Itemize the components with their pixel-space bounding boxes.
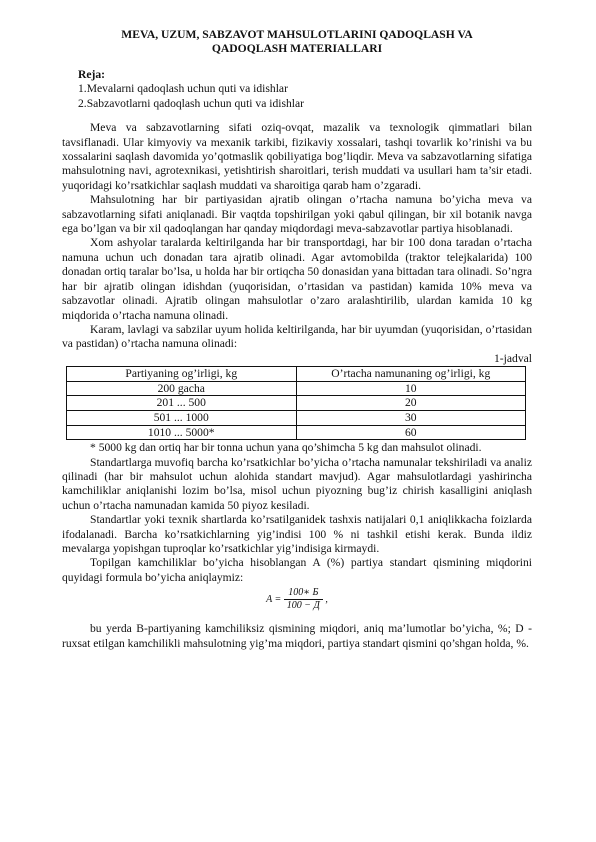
title-line-2: QADOQLASH MATERIALLARI xyxy=(211,42,383,55)
body-paragraph: Karam, lavlagi va sabzilar uyum holida keltirilganda, har bir uyumdan (yuqorisidan, o’rtasidan va pastidan) o’rtacha namuna olinadi: xyxy=(62,322,532,351)
table-row xyxy=(67,381,526,396)
table-row xyxy=(67,410,526,425)
sample-weight-table xyxy=(66,366,526,440)
plan-item: 1.Mevalarni qadoqlash uchun quti va idishlar xyxy=(78,82,288,96)
plan-section xyxy=(78,68,532,111)
table-cell: 200 gacha xyxy=(67,381,297,396)
table-cell: 1010 ... 5000* xyxy=(67,425,297,440)
table-cell: 501 ... 1000 xyxy=(67,410,297,425)
table-cell: 20 xyxy=(296,396,526,411)
table-cell: 60 xyxy=(296,425,526,440)
table-header-cell: O’rtacha namunaning og’irligi, kg xyxy=(296,367,526,382)
table-header-row xyxy=(67,367,526,382)
table-label: 1-jadval xyxy=(494,351,532,365)
body-paragraph: Xom ashyolar taralarda keltirilganda har bir transportdagi, har bir 100 dona taradan o’rtacha namuna uchun uch donadan tara ajratib olinadi. Agar avtomobilda (traktor telejkalarida) 100 donadan ortiq taralar bo’lsa, u holda har bir ortiqcha 50 donasidan yana bittadan tara olinadi. So’ngra har bir ajratib olingan idishdan (yuqorisidan, o’rtasidan va pastidan) kamida 10% meva va sabzavotlar olinadi. Ajratib olingan mahsulotlar o’zaro aralashtirilib, ulardan kamida 10 kg miqdorida o’rtacha namuna olinadi. xyxy=(62,236,532,322)
formula xyxy=(62,587,532,619)
plan-item: 2.Sabzavotlarni qadoqlash uchun quti va idishlar xyxy=(78,96,305,110)
formula-lhs: A = xyxy=(266,594,282,606)
body-paragraph: bu yerda B-partiyaning kamchiliksiz qismining miqdori, aniq ma’lumotlar bo’yicha, %; D - ruxsat etilgan kamchilikli mahsulotning yig’ma miqdori, partiya standart qismini qo’shgan holda, %. xyxy=(62,622,532,650)
document-title xyxy=(62,28,532,56)
title-line-1: MEVA, UZUM, SABZAVOT MAHSULOTLARINI QADOQLASH VA xyxy=(121,28,473,41)
formula-denominator: 100 − Д xyxy=(286,600,320,612)
table-cell: 201 ... 500 xyxy=(67,396,297,411)
body-paragraph: Meva va sabzavotlarning sifati oziq-ovqat, mazalik va texnologik qimmatlari bilan tavsiflanadi. Ular kimyoviy va mexanik tarkibi, fizikaviy xossalari, tashqi tovarlik ko’rinishi va bu xossalarini saqlash davomida yo’qotmaslik qobiliyatiga bog’liqdir. Meva va sabzavotlarning sifatiga mahsulotning navi, agrotexnikasi, yetishtirish sharoitlari, terish muddati va usullari ham ta’sir etadi. yuqoridagi ko’rsatkichlar saqlash muddati va sharoitiga qarab ham o’zgaradi. xyxy=(62,121,532,192)
table-cell: 30 xyxy=(296,410,526,425)
body-paragraph: Standartlarga muvofiq barcha ko’rsatkichlar bo’yicha o’rtacha namunalar tekshiriladi va analiz qilinadi (har bir mahsulot uchun alohida standart mavjud). Agar mahsulotlardagi yashirincha kamchiliklar aniqlanishi lozim bo’lsa, misol uchun piyozning bug’iz chirish kasalligini aniqlash uchun o’rtacha namunadan kamida 50 piyoz kesiladi. xyxy=(62,455,532,512)
body-paragraph: Topilgan kamchiliklar bo’yicha hisoblangan A (%) partiya standart qismining miqdorini quyidagi formula bo’yicha aniqlaymiz: xyxy=(62,556,532,584)
table-header-cell: Partiyaning og’irligi, kg xyxy=(67,367,297,382)
formula-trailing: , xyxy=(325,594,328,606)
formula-numerator: 100∗ Б xyxy=(284,587,323,600)
table-footnote: * 5000 kg dan ortiq har bir tonna uchun yana qo’shimcha 5 kg dan mahsulot olinadi. xyxy=(90,441,482,455)
table-cell: 10 xyxy=(296,381,526,396)
body-paragraph: Standartlar yoki texnik shartlarda ko’rsatilganidek tashxis natijalari 0,1 aniqlikkacha foizlarda ifodalanadi. Barcha ko’rsatkichlarning yig’indisi 100 % ni tashkil etishi kerak. Bunda ildiz mevalarga yopishgan tuproqlar ko’rsatkichlar yig’indisiga kirmaydi. xyxy=(62,513,532,555)
table-row xyxy=(67,396,526,411)
body-paragraph: Mahsulotning har bir partiyasidan ajratib olingan o’rtacha namuna bo’yicha meva va sabzavotlarning sifati aniqlanadi. Bir vaqtda topshirilgan yoki qabul qilingan, bir xil botanik navga ega bo’lgan va bir xil qadoqlangan har qanday miqdordagi meva-sabzavotlar partiya hisoblanadi. xyxy=(62,193,532,236)
formula-fraction xyxy=(284,587,323,612)
table-row xyxy=(67,425,526,440)
plan-heading: Reja: xyxy=(78,68,106,81)
